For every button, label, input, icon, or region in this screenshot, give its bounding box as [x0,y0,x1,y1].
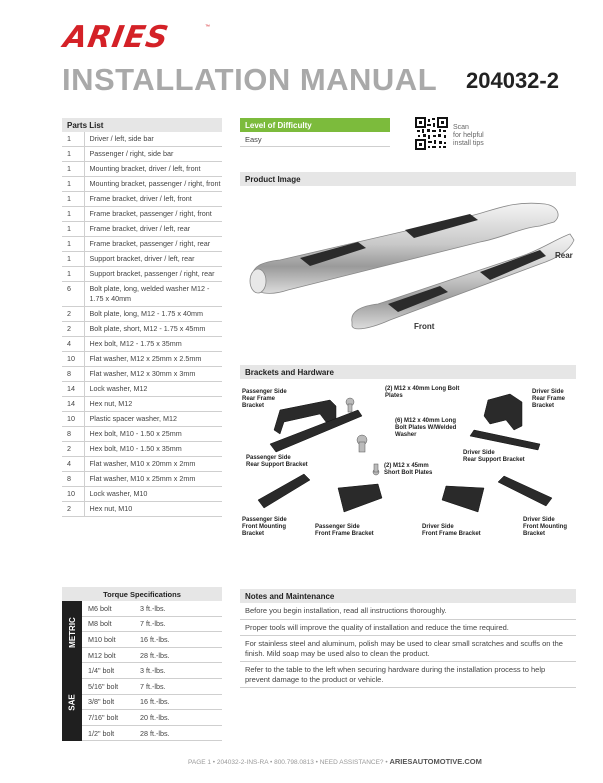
ps-front-mount-bracket [258,474,310,508]
torque-row [82,695,222,711]
torque-value: 7 ft.-lbs. [140,619,166,629]
note-item: For stainless steel and aluminum, polish may be used to clear small scratches and scuffs on the finish. Mild soap may be used also to clean the product. [240,636,576,662]
torque-group-label: METRIC [62,601,82,663]
part-description: Frame bracket, passenger / right, front [84,207,222,222]
qr-code-icon[interactable] [415,117,448,150]
notes-title: Notes and Maintenance [240,589,576,603]
torque-bolt: M12 bolt [88,650,116,660]
parts-row [62,427,222,442]
parts-row [62,397,222,412]
torque-value: 16 ft.-lbs. [140,634,170,644]
ds-rear-support-bracket [470,430,540,450]
torque-title: Torque Specifications [62,587,222,601]
label-ds-front-frame: Driver Side Front Frame Bracket [422,524,481,537]
label-ps-rear-support: Passenger Side Rear Support Bracket [246,455,308,468]
part-description: Bolt plate, short, M12 - 1.75 x 45mm [84,322,222,337]
label-ds-front-mount: Driver Side Front Mounting Bracket [523,517,567,537]
torque-bolt: 7/16" bolt [88,712,119,722]
part-qty: 10 [62,487,84,502]
part-description: Support bracket, driver / left, rear [84,252,222,267]
side-bars-image [240,186,576,336]
parts-row [62,322,222,337]
part-qty: 1 [62,192,84,207]
ds-front-frame-bracket [442,486,484,512]
brand-logo: ARIES [60,20,172,55]
part-description: Frame bracket, passenger / right, rear [84,237,222,252]
parts-row [62,487,222,502]
page-footer [188,757,482,766]
part-qty: 1 [62,207,84,222]
part-description: Bolt plate, long, welded washer M12 - 1.75 x 40mm [84,282,222,307]
part-description: Lock washer, M10 [84,487,222,502]
label-welded-bolt: (6) M12 x 40mm Long Bolt Plates W/Welded Washer [395,418,457,438]
torque-value: 7 ft.-lbs. [140,681,166,691]
note-item: Proper tools will improve the quality of installation and reduce the time required. [240,620,576,637]
parts-row [62,177,222,192]
part-qty: 1 [62,237,84,252]
part-description: Flat washer, M10 x 25mm x 2mm [84,472,222,487]
torque-row [82,632,222,648]
torque-value: 20 ft.-lbs. [140,712,170,722]
part-qty: 2 [62,307,84,322]
notes-section [240,589,576,688]
part-qty: 1 [62,162,84,177]
parts-row [62,162,222,177]
parts-row [62,307,222,322]
parts-row [62,192,222,207]
torque-group [62,663,222,741]
part-description: Bolt plate, long, M12 - 1.75 x 40mm [84,307,222,322]
part-qty: 14 [62,382,84,397]
parts-row [62,442,222,457]
torque-row [82,726,222,742]
part-qty: 14 [62,397,84,412]
parts-row [62,412,222,427]
torque-group [62,601,222,663]
part-qty: 1 [62,267,84,282]
part-description: Driver / left, side bar [84,132,222,147]
front-label: Front [414,322,435,331]
part-description: Passenger / right, side bar [84,147,222,162]
ds-front-mount-bracket [498,476,552,506]
label-ds-rear-frame: Driver Side Rear Frame Bracket [532,389,566,409]
parts-list [62,118,222,517]
torque-bolt: 3/8" bolt [88,697,115,707]
label-short-bolt: (2) M12 x 45mm Short Bolt Plates [384,463,433,476]
part-qty: 1 [62,147,84,162]
part-qty: 8 [62,367,84,382]
part-description: Mounting bracket, passenger / right, front [84,177,222,192]
website-link[interactable]: ARIESAUTOMOTIVE.COM [389,757,482,766]
torque-value: 3 ft.-lbs. [140,666,166,676]
part-qty: 8 [62,427,84,442]
page-title: INSTALLATION MANUAL [62,62,438,97]
part-description: Hex bolt, M12 - 1.75 x 35mm [84,337,222,352]
label-ds-rear-support: Driver Side Rear Support Bracket [463,450,525,463]
part-qty: 1 [62,222,84,237]
parts-list-title: Parts List [62,118,222,132]
qr-caption: Scan for helpful install tips [453,124,484,147]
note-item: Before you begin installation, read all instructions thoroughly. [240,603,576,620]
parts-table [62,132,222,517]
part-description: Frame bracket, driver / left, rear [84,222,222,237]
parts-row [62,252,222,267]
part-description: Hex bolt, M10 - 1.50 x 35mm [84,442,222,457]
parts-row [62,207,222,222]
torque-row [82,710,222,726]
part-qty: 2 [62,442,84,457]
torque-value: 16 ft.-lbs. [140,697,170,707]
parts-row [62,337,222,352]
torque-row [82,617,222,633]
part-qty: 10 [62,412,84,427]
part-description: Plastic spacer washer, M12 [84,412,222,427]
ps-front-frame-bracket [338,484,382,512]
torque-row [82,679,222,695]
torque-bolt: M10 bolt [88,634,116,644]
part-description: Frame bracket, driver / left, front [84,192,222,207]
label-ps-front-mount: Passenger Side Front Mounting Bracket [242,517,287,537]
part-qty: 4 [62,457,84,472]
torque-row [82,663,222,679]
parts-row [62,147,222,162]
part-qty: 6 [62,282,84,307]
note-item: Refer to the table to the left when securing hardware during the installation process to help prevent damage to the product or vehicle. [240,662,576,688]
part-qty: 2 [62,502,84,517]
part-number: 204032-2 [466,68,559,93]
ds-rear-frame-bracket [484,394,522,430]
parts-row [62,502,222,517]
part-description: Hex bolt, M10 - 1.50 x 25mm [84,427,222,442]
brackets-heading: Brackets and Hardware [240,365,576,379]
torque-bolt: 1/4" bolt [88,666,115,676]
label-long-bolt: (2) M12 x 40mm Long Bolt Plates [385,386,460,399]
part-description: Lock washer, M12 [84,382,222,397]
parts-row [62,367,222,382]
part-qty: 4 [62,337,84,352]
part-description: Flat washer, M12 x 30mm x 3mm [84,367,222,382]
torque-specifications [62,587,222,741]
part-description: Hex nut, M10 [84,502,222,517]
torque-value: 3 ft.-lbs. [140,603,166,613]
torque-value: 28 ft.-lbs. [140,650,170,660]
parts-row [62,352,222,367]
footer-text: PAGE 1 • 204032-2-INS-RA • 800.798.0813 • NEED ASSISTANCE? • [188,759,388,766]
label-ps-rear-frame: Passenger Side Rear Frame Bracket [242,389,287,409]
trademark-mark: ™ [205,24,210,30]
torque-row [82,648,222,664]
parts-row [62,472,222,487]
part-qty: 2 [62,322,84,337]
torque-bolt: 5/16" bolt [88,681,119,691]
torque-group-label: SAE [62,663,82,741]
parts-row [62,267,222,282]
torque-row [82,601,222,617]
parts-row [62,132,222,147]
difficulty-value: Easy [240,132,390,147]
parts-row [62,457,222,472]
part-qty: 1 [62,252,84,267]
parts-row [62,382,222,397]
part-qty: 8 [62,472,84,487]
torque-value: 28 ft.-lbs. [140,728,170,738]
part-description: Flat washer, M12 x 25mm x 2.5mm [84,352,222,367]
torque-bolt: 1/2" bolt [88,728,115,738]
part-description: Support bracket, passenger / right, rear [84,267,222,282]
product-image-heading: Product Image [240,172,576,186]
difficulty-heading: Level of Difficulty [240,118,390,132]
parts-row [62,282,222,307]
part-qty: 1 [62,177,84,192]
part-description: Hex nut, M12 [84,397,222,412]
torque-bolt: M8 bolt [88,619,112,629]
rear-label: Rear [555,251,573,260]
part-qty: 10 [62,352,84,367]
rear-side-bar [252,203,558,293]
part-qty: 1 [62,132,84,147]
part-description: Mounting bracket, driver / left, front [84,162,222,177]
parts-row [62,237,222,252]
part-description: Flat washer, M10 x 20mm x 2mm [84,457,222,472]
label-ps-front-frame: Passenger Side Front Frame Bracket [315,524,374,537]
parts-row [62,222,222,237]
torque-bolt: M6 bolt [88,603,112,613]
